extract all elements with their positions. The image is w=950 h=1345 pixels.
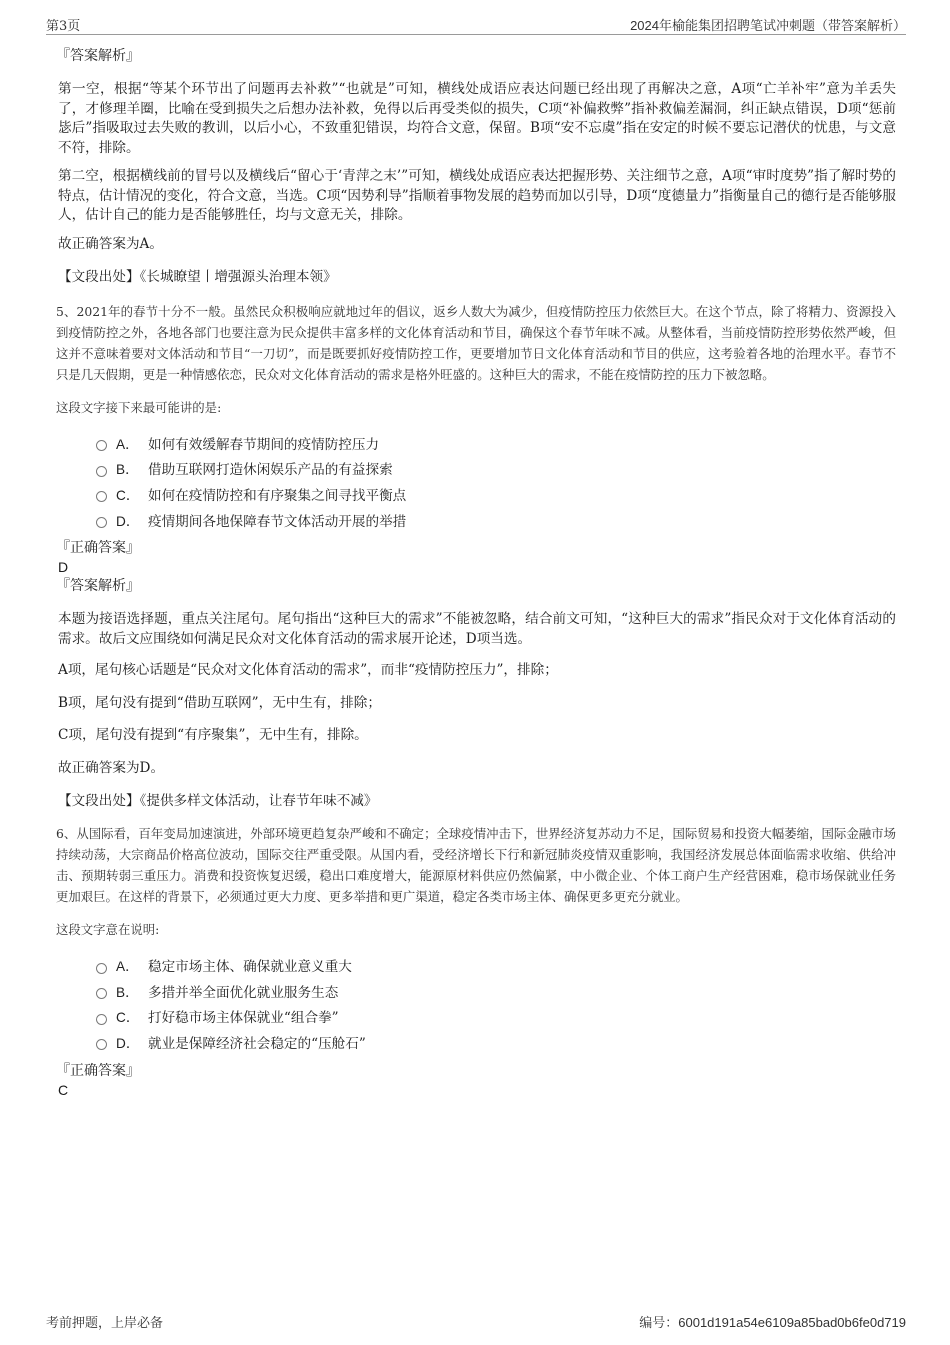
radio-button[interactable] bbox=[96, 440, 107, 451]
option-a[interactable]: A． 稳定市场主体、确保就业意义重大 bbox=[96, 952, 896, 978]
question-5-analysis bbox=[56, 610, 896, 778]
document-id: 编号：6001d191a54e6109a85bad0b6fe0d719 bbox=[639, 1315, 906, 1330]
question-5-prompt: 这段文字接下来最可能讲的是: bbox=[56, 400, 222, 415]
option-d[interactable]: D． 疫情期间各地保障春节文体活动开展的举措 bbox=[96, 507, 896, 533]
answer-analysis-label: 『答案解析』 bbox=[56, 578, 140, 595]
option-c[interactable]: C． 打好稳市场主体保就业“组合拳” bbox=[96, 1004, 896, 1030]
page-number: 第3页 bbox=[46, 19, 81, 34]
question-6-text: 6、从国际看，百年变局加速演进，外部环境更趋复杂严峻和不确定；全球疫情冲击下，世界经济复苏动力不足，国际贸易和投资大幅萎缩，国际金融市场持续动荡，大宗商品价格高位波动，国际交往严重受限。从国内看，受经济增长下行和新冠肺炎疫情双重影响，我国经济发展总体面临需求收缩、供给冲击、预期转弱三重压力。消费和投资恢复迟缓，稳出口难度增大，能源原材料供应仍然偏紧，中小微企业、个体工商户生产经营困难，稳市场保就业任务更加艰巨。在这样的背景下，必须通过更大力度、更多举措和更广渠道，稳定各类市场主体、确保更多更充分就业。 bbox=[56, 826, 896, 905]
question-6-options bbox=[96, 952, 896, 1054]
analysis-paragraph: 第二空，根据横线前的冒号以及横线后“留心于‘青萍之末’”可知，横线处成语应表达把握形势、关注细节之意，A项“审时度势”指了解时势的特点，估计情况的变化，符合文意，当选。C项“因势利导”指顺着事物发展的趋势而加以引导，D项“度德量力”指衡量自己的德行是否能够服人，估计自己的能力是否能够胜任，均与文意无关，排除。 bbox=[58, 168, 896, 223]
radio-button[interactable] bbox=[96, 1039, 107, 1050]
analysis-paragraph: 第一空，根据“等某个环节出了问题再去补救”“也就是”可知，横线处成语应表达问题已经出现了再解决之意，A项“亡羊补牢”意为羊丢失了，才修理羊圈，比喻在受到损失之后想办法补救，免得以后再受类似的损失，C项“补偏救弊”指补救偏差漏洞，纠正缺点错误，D项“惩前毖后”指吸取过去失败的教训，以后小心，不致重犯错误，均符合文意，保留。B项“安不忘虞”指在安定的时候不要忘记潜伏的忧患，与文意不符，排除。 bbox=[58, 81, 896, 156]
option-a[interactable]: A． 如何有效缓解春节期间的疫情防控压力 bbox=[96, 430, 896, 456]
passage-source: 【文段出处】《提供多样文体活动，让春节年味不减》 bbox=[58, 793, 378, 810]
radio-button[interactable] bbox=[96, 963, 107, 974]
page-header bbox=[46, 15, 906, 35]
correct-answer: D bbox=[58, 559, 69, 576]
analysis-conclusion: 故正确答案为D。 bbox=[58, 759, 165, 776]
analysis-paragraph: A项，尾句核心话题是“民众对文化体育活动的需求”，而非“疫情防控压力”，排除； bbox=[58, 662, 558, 679]
radio-button[interactable] bbox=[96, 988, 107, 999]
correct-answer-label: 『正确答案』 bbox=[56, 540, 140, 557]
document-title: 2024年榆能集团招聘笔试冲刺题（带答案解析） bbox=[630, 18, 906, 33]
analysis-conclusion: 故正确答案为A。 bbox=[58, 235, 163, 252]
option-b[interactable]: B． 借助互联网打造休闲娱乐产品的有益探索 bbox=[96, 456, 896, 482]
page-footer bbox=[46, 1312, 906, 1332]
radio-button[interactable] bbox=[96, 1014, 107, 1025]
answer-analysis-label: 『答案解析』 bbox=[56, 48, 140, 64]
question-6-prompt: 这段文字意在说明: bbox=[56, 922, 160, 938]
previous-analysis bbox=[56, 80, 896, 254]
radio-button[interactable] bbox=[96, 517, 107, 528]
question-5-options bbox=[96, 430, 896, 532]
footer-slogan: 考前押题，上岸必备 bbox=[46, 1316, 164, 1331]
option-c[interactable]: C． 如何在疫情防控和有序聚集之间寻找平衡点 bbox=[96, 481, 896, 507]
analysis-paragraph: 本题为接语选择题，重点关注尾句。尾句指出“这种巨大的需求”不能被忽略，结合前文可知，“这种巨大的需求”指民众对于文化体育活动的需求。故后文应围绕如何满足民众对文化体育活动的需求展开论述，D项当选。 bbox=[58, 611, 896, 647]
radio-button[interactable] bbox=[96, 491, 107, 502]
page-content bbox=[56, 46, 896, 1099]
correct-answer: C bbox=[58, 1081, 69, 1098]
option-d[interactable]: D． 就业是保障经济社会稳定的“压舱石” bbox=[96, 1029, 896, 1055]
option-b[interactable]: B． 多措并举全面优化就业服务生态 bbox=[96, 978, 896, 1004]
question-5-text: 5、2021年的春节十分不一般。虽然民众积极响应就地过年的倡议，返乡人数大为减少，但疫情防控压力依然巨大。在这个节点，除了将精力、资源投入到疫情防控之外，各地各部门也要注意为民众提供丰富多样的文化体育活动和节目，确保这个春节年味不减。从整体看，当前疫情防控形势依然严峻，但这并不意味着要对文体活动和节目“一刀切”，而是既要抓好疫情防控工作，更要增加节日文化体育活动和节目的供应，这考验着各地的治理水平。春节不只是几天假期，更是一种情感依恋，民众对文化体育活动的需求是格外旺盛的。这种巨大的需求，不能在疫情防控的压力下被忽略。 bbox=[56, 304, 896, 382]
radio-button[interactable] bbox=[96, 466, 107, 477]
passage-source: 【文段出处】《长城瞭望丨增强源头治理本领》 bbox=[58, 269, 337, 285]
analysis-paragraph: C项，尾句没有提到“有序聚集”，无中生有，排除。 bbox=[58, 727, 368, 744]
correct-answer-label: 『正确答案』 bbox=[56, 1062, 140, 1079]
analysis-paragraph: B项，尾句没有提到“借助互联网”，无中生有，排除； bbox=[58, 694, 381, 711]
